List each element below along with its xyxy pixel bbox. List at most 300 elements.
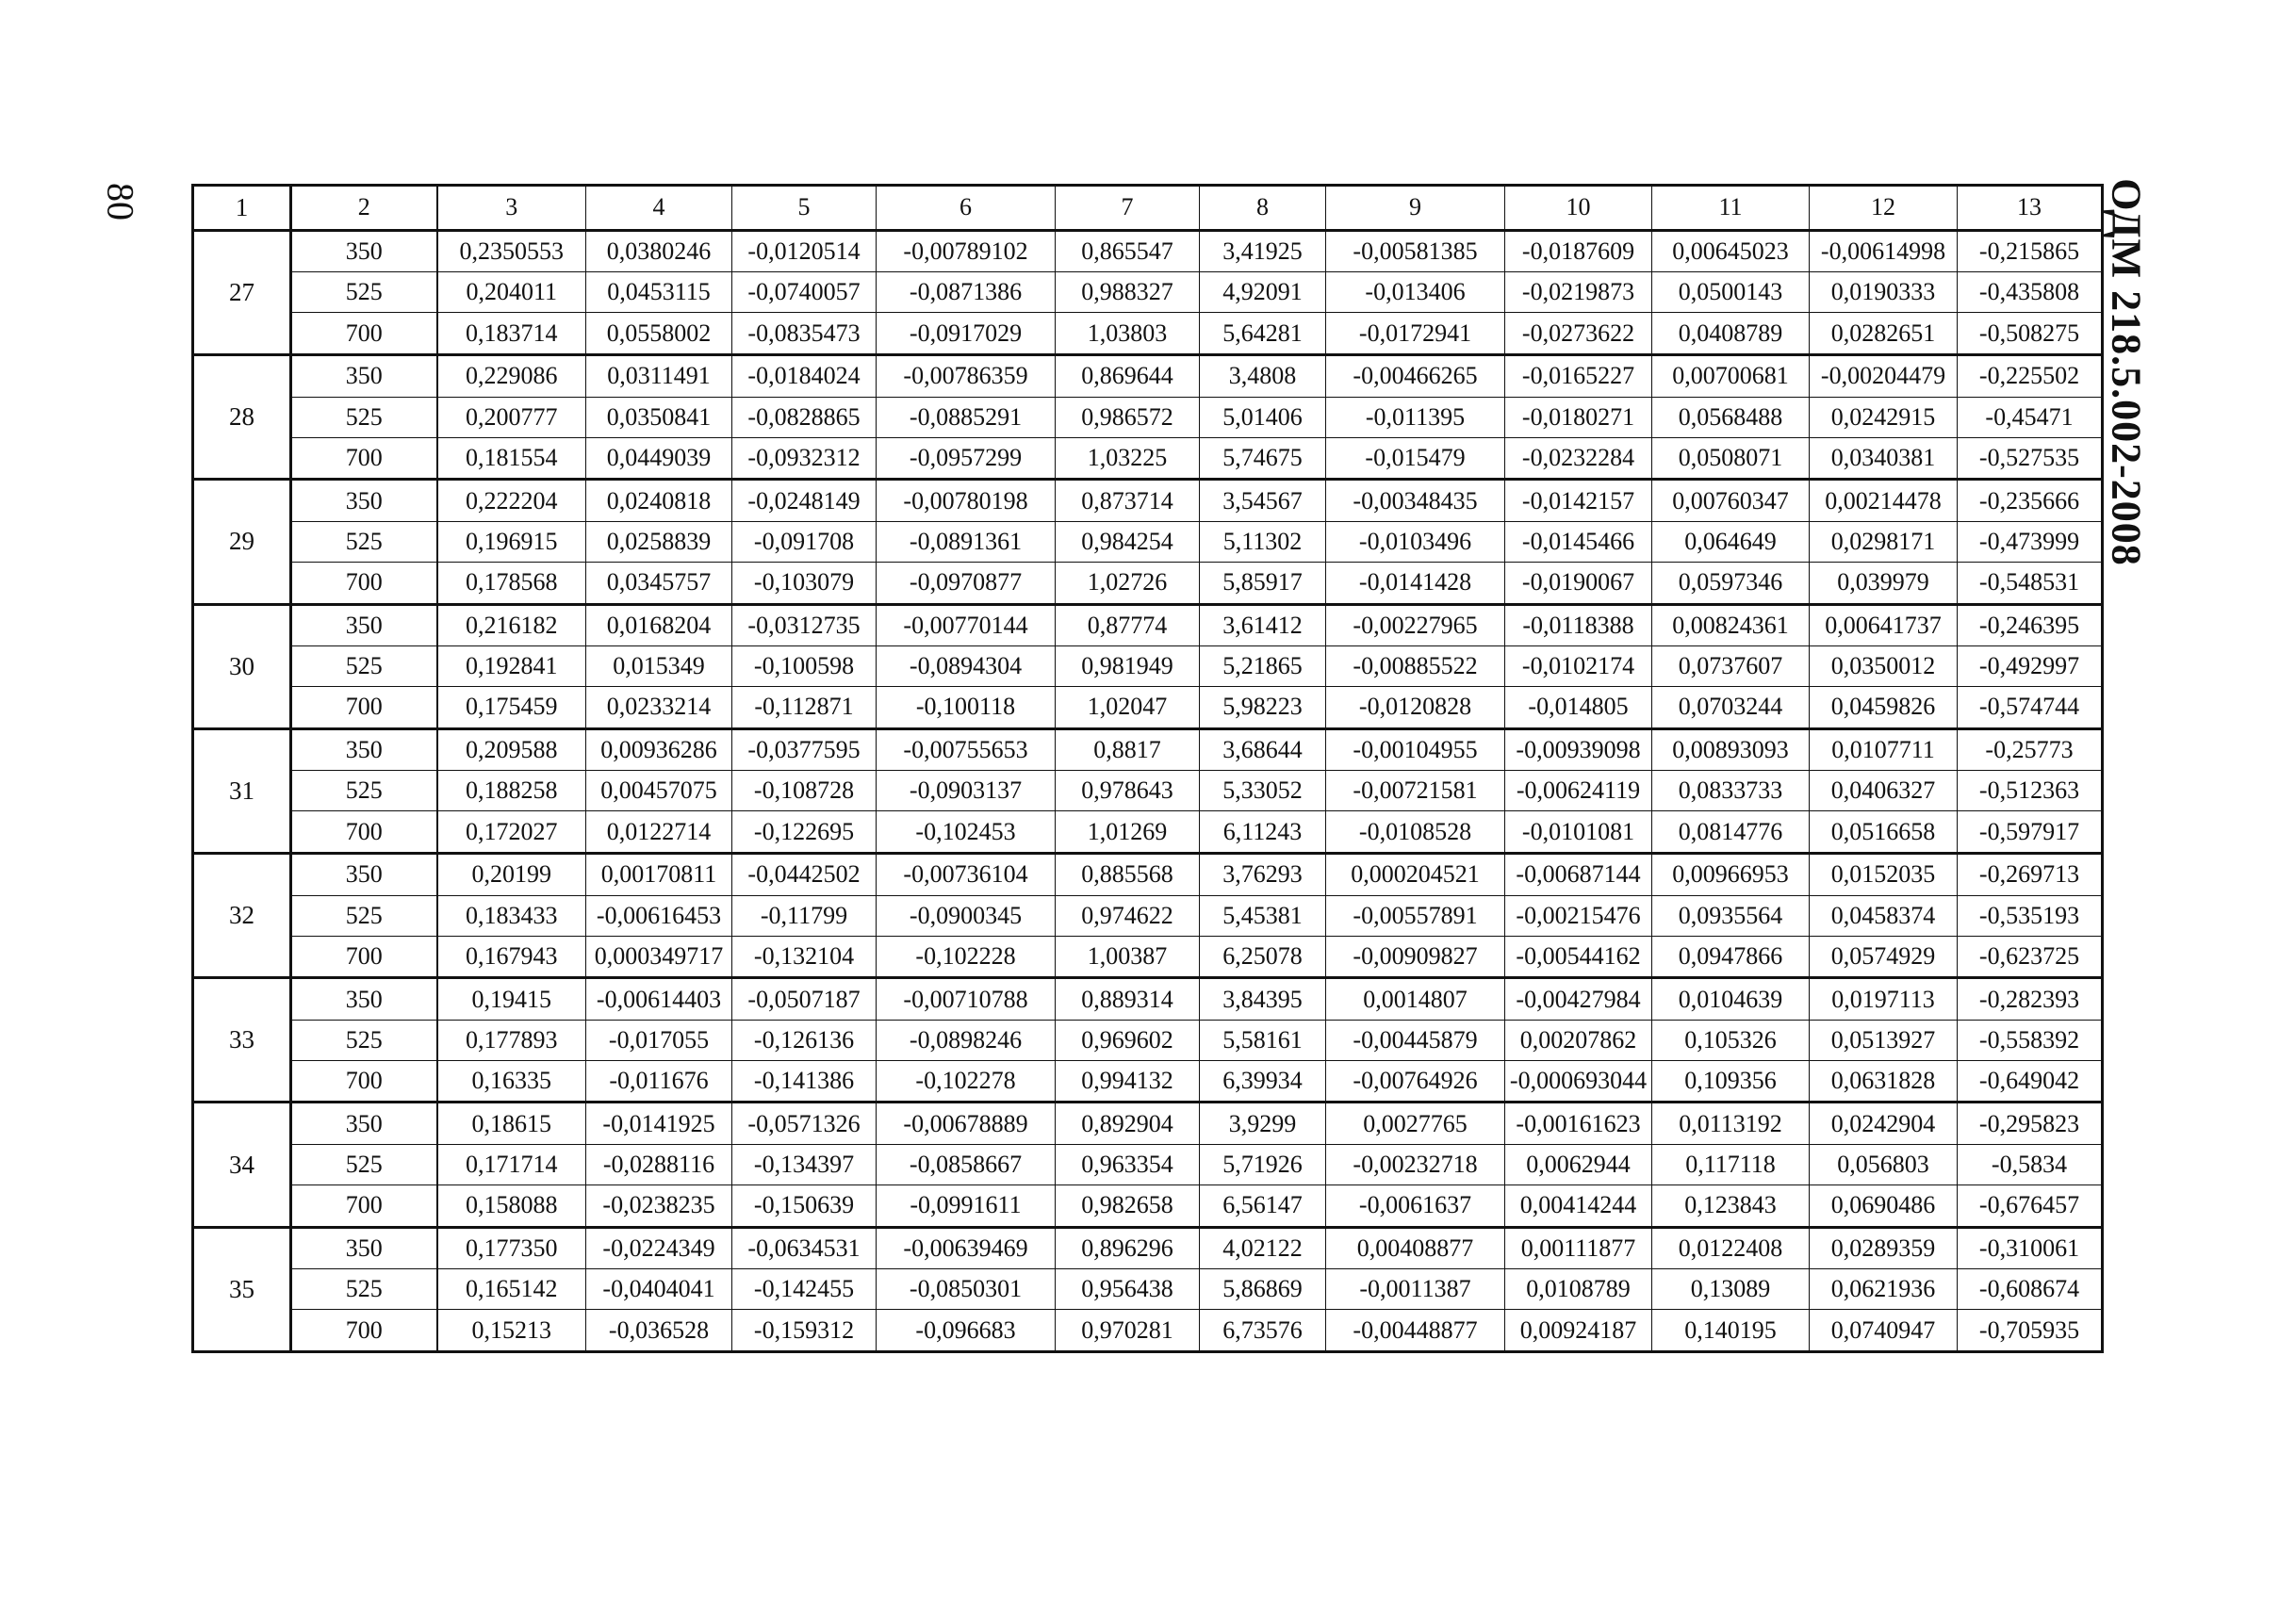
table-cell: -0,00909827: [1326, 936, 1505, 978]
table-row: [193, 1185, 2103, 1228]
table-cell: -0,00427984: [1505, 978, 1652, 1021]
table-cell: 1,01269: [1056, 811, 1200, 854]
table-cell: -0,0903137: [877, 771, 1056, 811]
table-cell: 0,0833733: [1652, 771, 1810, 811]
table-cell: 0,0107711: [1810, 728, 1958, 771]
table-cell: 0,2350553: [437, 230, 586, 272]
table-cell: 0,00924187: [1505, 1310, 1652, 1352]
table-cell: -0,597917: [1958, 811, 2103, 854]
table-cell: -0,0187609: [1505, 230, 1652, 272]
table-cell: 0,0242915: [1810, 397, 1958, 437]
table-cell: 0,0311491: [586, 355, 732, 398]
table-cell: 0,0242904: [1810, 1103, 1958, 1145]
table-cell: -0,235666: [1958, 480, 2103, 522]
table-cell: 0,00414244: [1505, 1185, 1652, 1228]
table-cell: -0,0885291: [877, 397, 1056, 437]
table-cell: -0,0442502: [732, 853, 877, 895]
table-cell: 4,02122: [1200, 1227, 1326, 1269]
table-cell: -0,00614403: [586, 978, 732, 1021]
column-header: 11: [1652, 186, 1810, 231]
table-cell: -0,45471: [1958, 397, 2103, 437]
table-cell: -0,535193: [1958, 895, 2103, 936]
table-cell: -0,00227965: [1326, 604, 1505, 646]
table-cell: -0,0141428: [1326, 562, 1505, 604]
load-cell: 525: [291, 771, 437, 811]
column-header: 8: [1200, 186, 1326, 231]
load-cell: 525: [291, 521, 437, 562]
table-cell: -0,00104955: [1326, 728, 1505, 771]
table-cell: 0,0690486: [1810, 1185, 1958, 1228]
table-row: [193, 978, 2103, 1021]
table-cell: 0,0240818: [586, 480, 732, 522]
table-cell: -0,492997: [1958, 646, 2103, 687]
table-cell: -0,0172941: [1326, 313, 1505, 355]
table-cell: 0,0631828: [1810, 1060, 1958, 1103]
table-cell: 0,0340381: [1810, 437, 1958, 480]
table-cell: 0,167943: [437, 936, 586, 978]
table-cell: 1,02726: [1056, 562, 1200, 604]
table-cell: 0,183714: [437, 313, 586, 355]
table-row: [193, 230, 2103, 272]
table-cell: -0,0850301: [877, 1269, 1056, 1310]
coefficients-table: [191, 184, 2104, 1353]
table-cell: 0,0516658: [1810, 811, 1958, 854]
table-cell: 0,970281: [1056, 1310, 1200, 1352]
table-cell: -0,0103496: [1326, 521, 1505, 562]
table-cell: -0,0957299: [877, 437, 1056, 480]
load-cell: 700: [291, 562, 437, 604]
table-cell: 3,9299: [1200, 1103, 1326, 1145]
table-row: [193, 728, 2103, 771]
table-cell: 0,00645023: [1652, 230, 1810, 272]
table-cell: -0,0141925: [586, 1103, 732, 1145]
load-cell: 525: [291, 895, 437, 936]
table-cell: -0,000693044: [1505, 1060, 1652, 1103]
table-cell: 0,15213: [437, 1310, 586, 1352]
table-cell: 0,978643: [1056, 771, 1200, 811]
load-cell: 700: [291, 811, 437, 854]
table-cell: 0,0508071: [1652, 437, 1810, 480]
column-header: 5: [732, 186, 877, 231]
table-cell: 0,0345757: [586, 562, 732, 604]
table-cell: -0,141386: [732, 1060, 877, 1103]
table-cell: 6,56147: [1200, 1185, 1326, 1228]
load-cell: 525: [291, 397, 437, 437]
table-cell: 0,064649: [1652, 521, 1810, 562]
table-cell: 0,873714: [1056, 480, 1200, 522]
table-cell: -0,015479: [1326, 437, 1505, 480]
table-cell: -0,00885522: [1326, 646, 1505, 687]
table-cell: -0,00215476: [1505, 895, 1652, 936]
table-cell: 0,865547: [1056, 230, 1200, 272]
page-number: 80: [99, 183, 142, 221]
table-cell: -0,096683: [877, 1310, 1056, 1352]
table-cell: -0,0571326: [732, 1103, 877, 1145]
table-cell: -0,00678889: [877, 1103, 1056, 1145]
table-cell: 0,172027: [437, 811, 586, 854]
table-cell: -0,102453: [877, 811, 1056, 854]
table-cell: 0,0558002: [586, 313, 732, 355]
table-row: [193, 811, 2103, 854]
table-cell: -0,00448877: [1326, 1310, 1505, 1352]
table-cell: -0,0871386: [877, 272, 1056, 313]
table-cell: 0,00408877: [1326, 1227, 1505, 1269]
table-cell: 0,0406327: [1810, 771, 1958, 811]
table-cell: 0,0568488: [1652, 397, 1810, 437]
table-cell: 0,229086: [437, 355, 586, 398]
table-cell: 0,00457075: [586, 771, 732, 811]
table-cell: 0,222204: [437, 480, 586, 522]
table-cell: 5,33052: [1200, 771, 1326, 811]
table-cell: -0,705935: [1958, 1310, 2103, 1352]
table-cell: 0,0108789: [1505, 1269, 1652, 1310]
table-cell: -0,0180271: [1505, 397, 1652, 437]
table-cell: -0,00624119: [1505, 771, 1652, 811]
table-cell: 0,00936286: [586, 728, 732, 771]
table-cell: 0,981949: [1056, 646, 1200, 687]
table-cell: 0,0258839: [586, 521, 732, 562]
table-cell: -0,00639469: [877, 1227, 1056, 1269]
table-cell: 0,140195: [1652, 1310, 1810, 1352]
table-cell: 0,105326: [1652, 1020, 1810, 1060]
table-cell: 0,988327: [1056, 272, 1200, 313]
table-cell: 0,123843: [1652, 1185, 1810, 1228]
table-cell: 4,92091: [1200, 272, 1326, 313]
table-cell: -0,0898246: [877, 1020, 1056, 1060]
load-cell: 700: [291, 1185, 437, 1228]
table-cell: -0,512363: [1958, 771, 2103, 811]
group-number-cell: 34: [193, 1103, 291, 1227]
table-cell: -0,0634531: [732, 1227, 877, 1269]
table-cell: 0,0350841: [586, 397, 732, 437]
group-number-cell: 32: [193, 853, 291, 977]
load-cell: 350: [291, 604, 437, 646]
table-cell: 0,000349717: [586, 936, 732, 978]
group-number-cell: 28: [193, 355, 291, 480]
load-cell: 700: [291, 1310, 437, 1352]
group-number-cell: 29: [193, 480, 291, 604]
load-cell: 350: [291, 230, 437, 272]
table-cell: -0,295823: [1958, 1103, 2103, 1145]
table-cell: -0,623725: [1958, 936, 2103, 978]
table-row: [193, 895, 2103, 936]
table-cell: -0,0224349: [586, 1227, 732, 1269]
column-header: 1: [193, 186, 291, 231]
table-row: [193, 646, 2103, 687]
table-cell: 0,0282651: [1810, 313, 1958, 355]
load-cell: 700: [291, 936, 437, 978]
table-cell: 0,00170811: [586, 853, 732, 895]
table-cell: -0,548531: [1958, 562, 2103, 604]
table-cell: -0,014805: [1505, 687, 1652, 729]
table-cell: -0,0011387: [1326, 1269, 1505, 1310]
table-cell: 0,181554: [437, 437, 586, 480]
table-cell: 0,889314: [1056, 978, 1200, 1021]
table-cell: 0,192841: [437, 646, 586, 687]
table-cell: 0,982658: [1056, 1185, 1200, 1228]
table-cell: -0,0273622: [1505, 313, 1652, 355]
table-cell: 0,178568: [437, 562, 586, 604]
table-cell: -0,0101081: [1505, 811, 1652, 854]
table-cell: 5,45381: [1200, 895, 1326, 936]
table-cell: -0,150639: [732, 1185, 877, 1228]
table-cell: 0,0197113: [1810, 978, 1958, 1021]
table-cell: 0,00641737: [1810, 604, 1958, 646]
table-cell: -0,102228: [877, 936, 1056, 978]
table-cell: -0,00616453: [586, 895, 732, 936]
table-cell: 0,0737607: [1652, 646, 1810, 687]
table-cell: 1,03803: [1056, 313, 1200, 355]
table-cell: 3,84395: [1200, 978, 1326, 1021]
table-cell: 0,87774: [1056, 604, 1200, 646]
load-cell: 525: [291, 646, 437, 687]
table-cell: -0,246395: [1958, 604, 2103, 646]
table-row: [193, 480, 2103, 522]
load-cell: 525: [291, 1020, 437, 1060]
table-cell: 0,0350012: [1810, 646, 1958, 687]
table-cell: -0,0828865: [732, 397, 877, 437]
table-cell: 0,892904: [1056, 1103, 1200, 1145]
table-cell: 0,0027765: [1326, 1103, 1505, 1145]
group-number-cell: 31: [193, 728, 291, 853]
table-cell: -0,103079: [732, 562, 877, 604]
group-number-cell: 33: [193, 978, 291, 1103]
load-cell: 700: [291, 313, 437, 355]
table-cell: 0,00111877: [1505, 1227, 1652, 1269]
table-cell: 0,16335: [437, 1060, 586, 1103]
table-cell: 3,54567: [1200, 480, 1326, 522]
table-cell: 3,76293: [1200, 853, 1326, 895]
table-cell: -0,108728: [732, 771, 877, 811]
column-header: 9: [1326, 186, 1505, 231]
table-cell: -0,00466265: [1326, 355, 1505, 398]
table-cell: 0,00207862: [1505, 1020, 1652, 1060]
table-cell: 1,03225: [1056, 437, 1200, 480]
load-cell: 350: [291, 480, 437, 522]
table-cell: -0,0858667: [877, 1145, 1056, 1185]
table-cell: 0,869644: [1056, 355, 1200, 398]
table-cell: -0,00445879: [1326, 1020, 1505, 1060]
table-cell: -0,0061637: [1326, 1185, 1505, 1228]
table-cell: 5,58161: [1200, 1020, 1326, 1060]
table-cell: -0,0377595: [732, 728, 877, 771]
column-header: 2: [291, 186, 437, 231]
table-cell: 0,19415: [437, 978, 586, 1021]
table-cell: 0,969602: [1056, 1020, 1200, 1060]
table-cell: 6,39934: [1200, 1060, 1326, 1103]
table-cell: 0,177350: [437, 1227, 586, 1269]
table-cell: 0,000204521: [1326, 853, 1505, 895]
table-row: [193, 1310, 2103, 1352]
load-cell: 700: [291, 1060, 437, 1103]
table-cell: 5,86869: [1200, 1269, 1326, 1310]
table-cell: 0,0500143: [1652, 272, 1810, 313]
table-cell: -0,608674: [1958, 1269, 2103, 1310]
table-cell: -0,0991611: [877, 1185, 1056, 1228]
table-cell: 0,0190333: [1810, 272, 1958, 313]
table-cell: -0,0891361: [877, 521, 1056, 562]
table-cell: -0,0932312: [732, 437, 877, 480]
table-cell: -0,649042: [1958, 1060, 2103, 1103]
table-cell: 0,183433: [437, 895, 586, 936]
table-cell: 0,0458374: [1810, 895, 1958, 936]
table-cell: -0,011676: [586, 1060, 732, 1103]
table-cell: 3,4808: [1200, 355, 1326, 398]
table-cell: 0,196915: [437, 521, 586, 562]
table-cell: 0,0122408: [1652, 1227, 1810, 1269]
table-cell: -0,00786359: [877, 355, 1056, 398]
table-cell: -0,0894304: [877, 646, 1056, 687]
table-cell: 0,117118: [1652, 1145, 1810, 1185]
table-cell: 0,0380246: [586, 230, 732, 272]
load-cell: 700: [291, 437, 437, 480]
table-cell: 5,64281: [1200, 313, 1326, 355]
table-cell: -0,00939098: [1505, 728, 1652, 771]
table-cell: 0,0168204: [586, 604, 732, 646]
table-cell: -0,0835473: [732, 313, 877, 355]
table-row: [193, 355, 2103, 398]
load-cell: 525: [291, 1145, 437, 1185]
table-cell: 0,015349: [586, 646, 732, 687]
table-cell: 5,98223: [1200, 687, 1326, 729]
table-cell: 0,0740947: [1810, 1310, 1958, 1352]
table-cell: -0,11799: [732, 895, 877, 936]
table-cell: 0,188258: [437, 771, 586, 811]
table-cell: 0,00760347: [1652, 480, 1810, 522]
table-cell: 0,0621936: [1810, 1269, 1958, 1310]
table-row: [193, 853, 2103, 895]
table-cell: 0,177893: [437, 1020, 586, 1060]
table-cell: -0,100118: [877, 687, 1056, 729]
column-header: 4: [586, 186, 732, 231]
table-row: [193, 313, 2103, 355]
table-cell: 0,109356: [1652, 1060, 1810, 1103]
table-cell: 0,0449039: [586, 437, 732, 480]
table-cell: 6,25078: [1200, 936, 1326, 978]
table-cell: 0,00966953: [1652, 853, 1810, 895]
table-cell: -0,0248149: [732, 480, 877, 522]
table-cell: -0,126136: [732, 1020, 877, 1060]
table-cell: -0,00780198: [877, 480, 1056, 522]
column-header: 10: [1505, 186, 1652, 231]
table-row: [193, 1060, 2103, 1103]
table-cell: -0,0142157: [1505, 480, 1652, 522]
load-cell: 350: [291, 853, 437, 895]
table-cell: -0,00161623: [1505, 1103, 1652, 1145]
table-cell: 0,13089: [1652, 1269, 1810, 1310]
table-cell: 3,41925: [1200, 230, 1326, 272]
table-cell: -0,435808: [1958, 272, 2103, 313]
table-cell: -0,102278: [877, 1060, 1056, 1103]
table-cell: -0,527535: [1958, 437, 2103, 480]
table-row: [193, 521, 2103, 562]
table-cell: 0,984254: [1056, 521, 1200, 562]
table-cell: 1,02047: [1056, 687, 1200, 729]
table-cell: 0,896296: [1056, 1227, 1200, 1269]
table-cell: 0,00893093: [1652, 728, 1810, 771]
table-cell: -0,159312: [732, 1310, 877, 1352]
table-cell: -0,0917029: [877, 313, 1056, 355]
table-row: [193, 272, 2103, 313]
group-number-cell: 35: [193, 1227, 291, 1351]
header-row: [193, 186, 2103, 231]
table-cell: -0,00348435: [1326, 480, 1505, 522]
table-cell: -0,0165227: [1505, 355, 1652, 398]
table-cell: -0,5834: [1958, 1145, 2103, 1185]
table-cell: -0,282393: [1958, 978, 2103, 1021]
table-cell: 6,73576: [1200, 1310, 1326, 1352]
table-cell: -0,00204479: [1810, 355, 1958, 398]
table-cell: -0,0238235: [586, 1185, 732, 1228]
table-cell: 0,0233214: [586, 687, 732, 729]
table-cell: -0,0118388: [1505, 604, 1652, 646]
table-cell: -0,473999: [1958, 521, 2103, 562]
table-cell: 0,0062944: [1505, 1145, 1652, 1185]
table-cell: 0,00700681: [1652, 355, 1810, 398]
table-cell: 0,0298171: [1810, 521, 1958, 562]
table-cell: -0,0740057: [732, 272, 877, 313]
table-cell: -0,00232718: [1326, 1145, 1505, 1185]
table-row: [193, 604, 2103, 646]
group-number-cell: 27: [193, 230, 291, 354]
document-code: ОДМ 218.5.002-2008: [2103, 178, 2150, 566]
table-cell: 0,963354: [1056, 1145, 1200, 1185]
table-cell: 0,0152035: [1810, 853, 1958, 895]
table-cell: 0,039979: [1810, 562, 1958, 604]
table-cell: -0,310061: [1958, 1227, 2103, 1269]
table-cell: -0,0184024: [732, 355, 877, 398]
load-cell: 350: [291, 1103, 437, 1145]
table-cell: 0,0104639: [1652, 978, 1810, 1021]
table-cell: 5,21865: [1200, 646, 1326, 687]
table-cell: -0,112871: [732, 687, 877, 729]
table-cell: 0,0453115: [586, 272, 732, 313]
table-row: [193, 1103, 2103, 1145]
table-cell: -0,0145466: [1505, 521, 1652, 562]
table-cell: 0,0289359: [1810, 1227, 1958, 1269]
table-cell: -0,134397: [732, 1145, 877, 1185]
table-cell: 0,165142: [437, 1269, 586, 1310]
table-cell: -0,558392: [1958, 1020, 2103, 1060]
table-cell: -0,00710788: [877, 978, 1056, 1021]
table-row: [193, 1227, 2103, 1269]
table-cell: 0,0014807: [1326, 978, 1505, 1021]
table-cell: -0,676457: [1958, 1185, 2103, 1228]
table-cell: 5,74675: [1200, 437, 1326, 480]
table-cell: -0,0900345: [877, 895, 1056, 936]
table-cell: 0,0513927: [1810, 1020, 1958, 1060]
load-cell: 350: [291, 978, 437, 1021]
column-header: 7: [1056, 186, 1200, 231]
table-row: [193, 1020, 2103, 1060]
load-cell: 350: [291, 355, 437, 398]
table-cell: -0,225502: [1958, 355, 2103, 398]
table-cell: -0,00755653: [877, 728, 1056, 771]
column-header: 6: [877, 186, 1056, 231]
table-cell: 0,216182: [437, 604, 586, 646]
table-cell: 0,0113192: [1652, 1103, 1810, 1145]
table-cell: -0,00770144: [877, 604, 1056, 646]
table-cell: -0,132104: [732, 936, 877, 978]
table-cell: -0,00764926: [1326, 1060, 1505, 1103]
table-cell: 0,885568: [1056, 853, 1200, 895]
table-cell: 0,0814776: [1652, 811, 1810, 854]
table-row: [193, 1145, 2103, 1185]
table-cell: 0,986572: [1056, 397, 1200, 437]
table-cell: 0,158088: [437, 1185, 586, 1228]
table-cell: 0,209588: [437, 728, 586, 771]
table-cell: 5,01406: [1200, 397, 1326, 437]
